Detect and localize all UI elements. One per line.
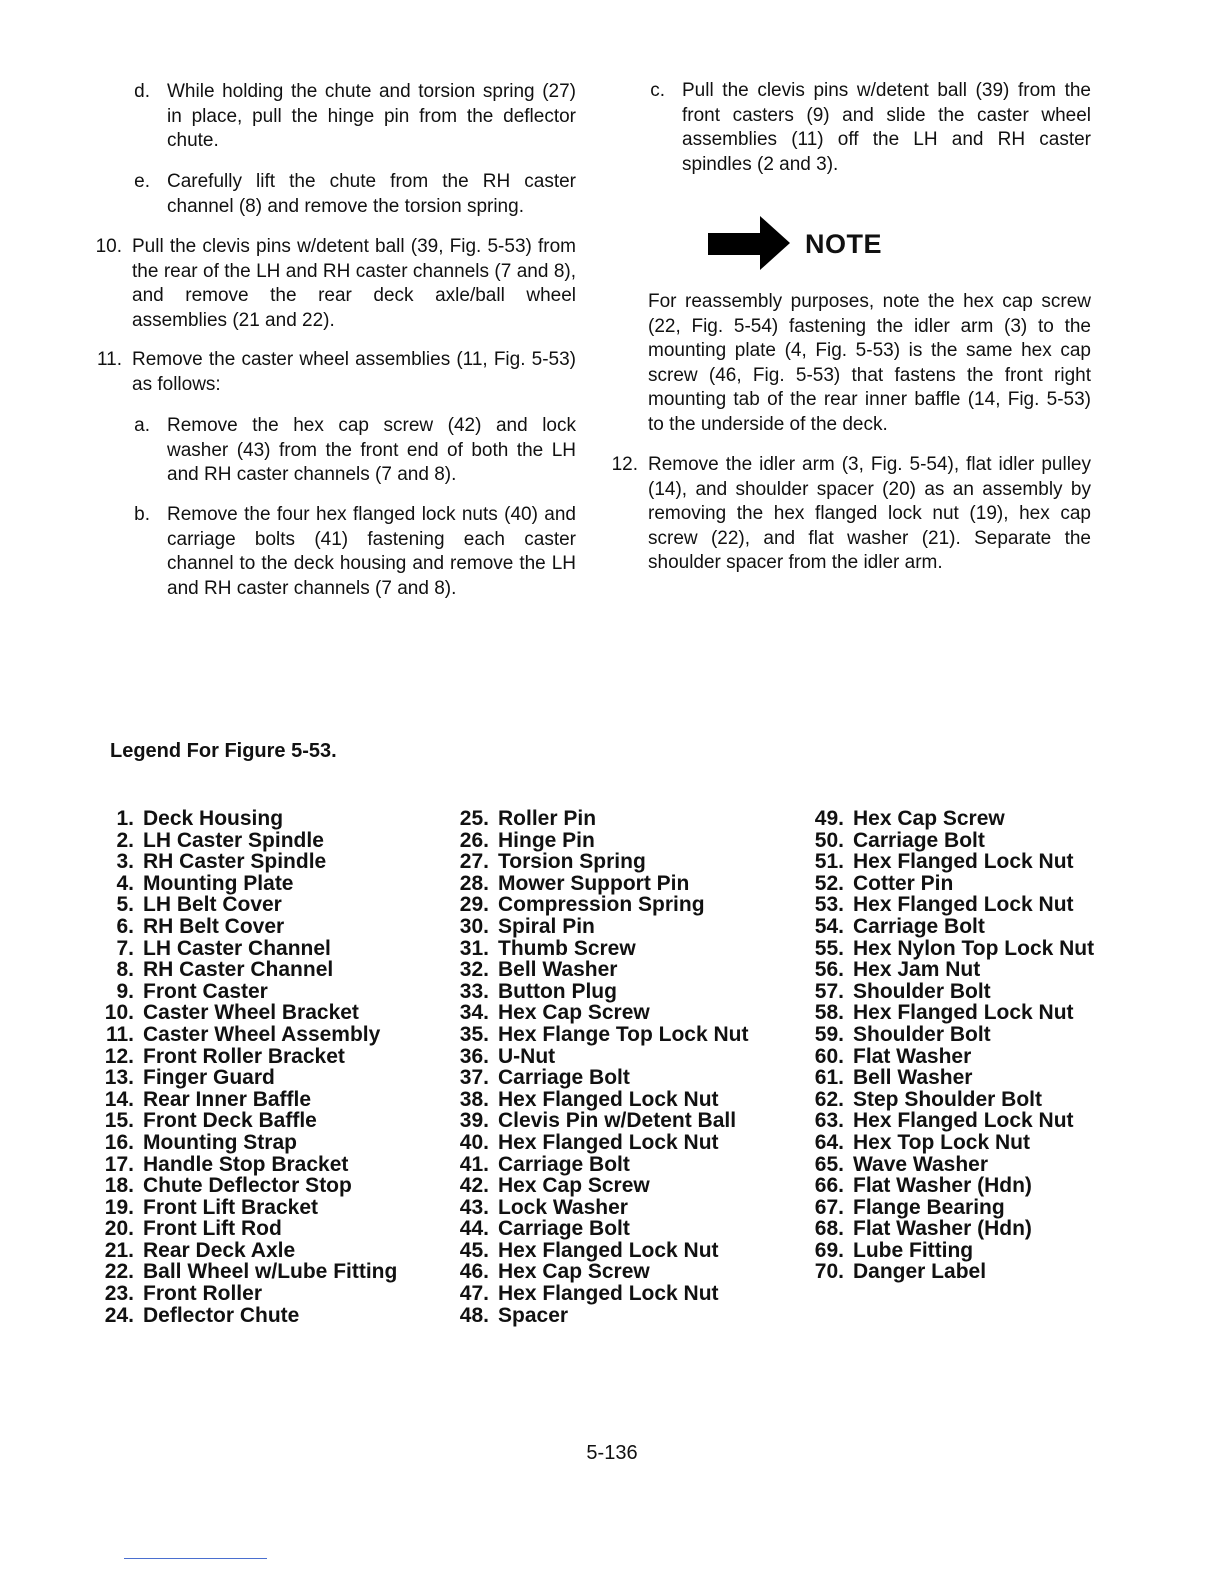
legend-item-label: Flat Washer [853, 1044, 972, 1068]
step-label: 11. [96, 349, 122, 370]
legend-item-label: Front Caster [143, 979, 268, 1003]
legend-item-number: 44. [459, 1217, 489, 1241]
legend-item-label: Shoulder Bolt [853, 979, 991, 1003]
legend-item-label: Hex Nylon Top Lock Nut [853, 936, 1095, 960]
legend-item [102, 1197, 442, 1219]
legend-item-label: Compression Spring [498, 893, 705, 917]
legend-item [102, 1110, 442, 1132]
legend-column-2 [457, 808, 797, 1326]
legend-item-number: 26. [459, 828, 489, 852]
legend-item [812, 916, 1152, 938]
legend-item-label: Lock Washer [498, 1195, 628, 1219]
legend-item-number: 25. [459, 807, 489, 830]
legend-item-label: Front Lift Rod [143, 1217, 282, 1241]
legend-item-number: 38. [459, 1087, 489, 1111]
legend-item-number: 58. [814, 1001, 844, 1025]
legend-item-number: 66. [814, 1174, 844, 1198]
legend-item-label: Hex Cap Screw [498, 1260, 650, 1284]
legend-item [457, 1261, 797, 1283]
legend-item-number: 5. [116, 893, 134, 917]
legend-item-number: 36. [459, 1044, 489, 1068]
legend-item-number: 30. [459, 914, 489, 938]
legend-column-3 [812, 808, 1152, 1283]
step-d [132, 80, 576, 154]
legend-item-number: 42. [459, 1174, 489, 1198]
legend-item-label: Hex Flanged Lock Nut [853, 1001, 1074, 1025]
legend-item-number: 53. [814, 893, 844, 917]
legend-item-label: Wave Washer [853, 1152, 988, 1176]
legend-item [102, 1089, 442, 1111]
legend-item-label: Hinge Pin [498, 828, 595, 852]
legend-item [102, 873, 442, 895]
legend-item [457, 1305, 797, 1327]
step-a [132, 414, 576, 488]
legend-item-label: Mounting Plate [143, 871, 294, 895]
legend-item-label: Carriage Bolt [853, 828, 985, 852]
legend-item-label: Chute Deflector Stop [143, 1174, 352, 1198]
legend-item-number: 70. [814, 1260, 844, 1284]
legend-item [102, 1240, 442, 1262]
legend-item-label: Finger Guard [143, 1066, 275, 1090]
legend-item [457, 894, 797, 916]
legend-item [102, 981, 442, 1003]
legend-item [457, 873, 797, 895]
legend-item-number: 52. [814, 871, 844, 895]
legend-item-label: Hex Cap Screw [853, 807, 1005, 830]
legend-item-label: Carriage Bolt [498, 1066, 630, 1090]
legend-item [457, 959, 797, 981]
legend-item-number: 41. [459, 1152, 489, 1176]
legend-item-label: Hex Flange Top Lock Nut [498, 1022, 749, 1046]
legend-item-number: 18. [104, 1174, 134, 1198]
legend-item-number: 39. [459, 1109, 489, 1133]
legend-item-number: 11. [105, 1022, 134, 1046]
legend-item [457, 808, 797, 830]
legend-column-1 [102, 808, 442, 1326]
note-text: For reassembly purposes, note the hex cap screw (22, Fig. 5-54) fastening the idler arm (3) to the mounting plate (4, Fig. 5-53) is the same hex cap screw (46, Fig. 5-53) that fastens the front right mounting tab of the rear inner baffle (14, Fig. 5-53) to the underside of the deck. [648, 291, 1091, 435]
legend-item-label: Hex Flanged Lock Nut [853, 850, 1074, 874]
legend-item-label: Hex Top Lock Nut [853, 1130, 1030, 1154]
legend-item-label: Carriage Bolt [498, 1152, 630, 1176]
legend-item-number: 68. [814, 1217, 844, 1241]
legend-item [457, 1240, 797, 1262]
legend-item-label: Caster Wheel Bracket [143, 1001, 359, 1025]
legend-item-number: 15. [104, 1109, 134, 1133]
legend-item-number: 51. [814, 850, 844, 874]
legend-item-number: 24. [104, 1303, 134, 1327]
legend-item-number: 29. [459, 893, 489, 917]
legend-item [457, 1197, 797, 1219]
legend-title: Legend For Figure 5-53. [110, 740, 337, 762]
legend-item-label: Mounting Strap [143, 1130, 297, 1154]
legend-item-number: 56. [814, 958, 844, 982]
step-c [647, 79, 1091, 177]
legend-item-number: 10. [104, 1001, 134, 1025]
step-text: Pull the clevis pins w/detent ball (39, Fig. 5-53) from the rear of the LH and RH caster channels (7 and 8), and remove the rear deck axle/ball wheel assemblies (21 and 22). [132, 236, 576, 331]
legend-item [457, 981, 797, 1003]
legend-item-label: Step Shoulder Bolt [853, 1087, 1042, 1111]
legend-item [812, 808, 1152, 830]
legend-item-number: 33. [459, 979, 489, 1003]
legend-item-number: 9. [116, 979, 134, 1003]
legend-item [457, 1046, 797, 1068]
step-12 [600, 453, 1091, 576]
legend-item [812, 1067, 1152, 1089]
legend-item [102, 1218, 442, 1240]
legend-item-number: 49. [814, 807, 844, 830]
step-text: Remove the idler arm (3, Fig. 5-54), flat idler pulley (14), and shoulder spacer (20) as an assembly by removing the hex flanged lock nut (19), hex cap screw (22), and flat washer (21). Separate the shoulder spacer from the idler arm. [648, 454, 1091, 573]
legend-item [812, 938, 1152, 960]
legend-item-number: 43. [459, 1195, 489, 1219]
legend-item-number: 19. [104, 1195, 134, 1219]
step-b [132, 503, 576, 601]
step-text: Remove the caster wheel assemblies (11, Fig. 5-53) as follows: [132, 349, 576, 395]
legend-item-number: 54. [814, 914, 844, 938]
legend-item-number: 61. [814, 1066, 844, 1090]
legend-item [102, 851, 442, 873]
footer-rule [124, 1558, 267, 1559]
legend-item [812, 894, 1152, 916]
legend-item [102, 1305, 442, 1327]
step-label: b. [134, 504, 150, 525]
legend-item-number: 67. [814, 1195, 844, 1219]
legend-item [102, 1175, 442, 1197]
legend-item [457, 1110, 797, 1132]
legend-item-label: Carriage Bolt [498, 1217, 630, 1241]
step-label: c. [650, 80, 665, 101]
legend-item-number: 27. [459, 850, 489, 874]
legend-item-number: 40. [459, 1130, 489, 1154]
legend-item [812, 1132, 1152, 1154]
step-text: Remove the hex cap screw (42) and lock washer (43) from the front end of both the LH and RH caster channels (7 and 8). [167, 415, 576, 485]
legend-item-number: 14. [104, 1087, 134, 1111]
legend-item-number: 4. [116, 871, 134, 895]
legend-item-label: Spiral Pin [498, 914, 595, 938]
legend-item-number: 69. [814, 1238, 844, 1262]
legend-item-label: Mower Support Pin [498, 871, 690, 895]
step-text: Remove the four hex flanged lock nuts (40) and carriage bolts (41) fastening each caster channel to the deck housing and remove the LH and RH caster channels (7 and 8). [167, 504, 576, 599]
legend-item-number: 22. [104, 1260, 134, 1284]
legend-item [457, 916, 797, 938]
legend-item-number: 12. [104, 1044, 134, 1068]
legend-item [812, 873, 1152, 895]
legend-item-label: Hex Cap Screw [498, 1174, 650, 1198]
legend-item [812, 981, 1152, 1003]
legend-item [812, 1002, 1152, 1024]
legend-item-label: Deck Housing [143, 807, 284, 830]
legend-item-number: 8. [116, 958, 134, 982]
legend-item-label: Hex Cap Screw [498, 1001, 650, 1025]
step-text: Pull the clevis pins w/detent ball (39) from the front casters (9) and slide the caster wheel assemblies (11) off the LH and RH caster spindles (2 and 3). [682, 80, 1091, 175]
legend-item-number: 57. [814, 979, 844, 1003]
legend-item-number: 20. [104, 1217, 134, 1241]
legend-item-label: LH Caster Channel [143, 936, 331, 960]
legend-item-label: Rear Deck Axle [143, 1238, 296, 1262]
legend-item-number: 32. [459, 958, 489, 982]
legend-item-number: 3. [116, 850, 134, 874]
legend-item [457, 938, 797, 960]
legend-item-label: Button Plug [498, 979, 617, 1003]
legend-item [102, 1067, 442, 1089]
legend-item-label: Hex Flanged Lock Nut [853, 893, 1074, 917]
legend-item-number: 50. [814, 828, 844, 852]
legend-item [102, 938, 442, 960]
legend-item-label: RH Caster Channel [143, 958, 334, 982]
legend-item-label: Bell Washer [853, 1066, 973, 1090]
legend-item [457, 830, 797, 852]
legend-item-label: LH Belt Cover [143, 893, 282, 917]
legend-item [102, 1283, 442, 1305]
legend-item-label: RH Belt Cover [143, 914, 285, 938]
legend-item-number: 62. [814, 1087, 844, 1111]
legend-item [812, 851, 1152, 873]
step-label: a. [134, 415, 150, 436]
legend-item [102, 916, 442, 938]
step-10 [84, 235, 576, 333]
legend-item-label: Flange Bearing [853, 1195, 1005, 1219]
legend-item [812, 1240, 1152, 1262]
legend-item-number: 13. [104, 1066, 134, 1090]
legend-item-label: Hex Flanged Lock Nut [498, 1130, 719, 1154]
legend-item-number: 31. [459, 936, 489, 960]
legend-item-number: 21. [104, 1238, 134, 1262]
legend-item [102, 1046, 442, 1068]
legend-item-label: Hex Flanged Lock Nut [498, 1282, 719, 1306]
step-e [132, 170, 576, 219]
step-text: While holding the chute and torsion spring (27) in place, pull the hinge pin from the deflector chute. [167, 81, 576, 151]
legend-item-label: Thumb Screw [498, 936, 636, 960]
legend-item-label: Caster Wheel Assembly [143, 1022, 381, 1046]
legend-item-number: 23. [104, 1282, 134, 1306]
step-label: 10. [95, 236, 122, 257]
step-11 [84, 348, 576, 397]
legend-item-number: 17. [104, 1152, 134, 1176]
step-label: e. [134, 171, 150, 192]
legend-item-label: Front Lift Bracket [143, 1195, 319, 1219]
legend-item [812, 1175, 1152, 1197]
legend-item-label: Rear Inner Baffle [143, 1087, 312, 1111]
note-title: NOTE [805, 229, 883, 259]
legend-item-number: 35. [459, 1022, 489, 1046]
legend-item [102, 1002, 442, 1024]
legend-item-label: Hex Flanged Lock Nut [498, 1087, 719, 1111]
arrow-right-icon [708, 216, 792, 272]
legend-item-label: Handle Stop Bracket [143, 1152, 349, 1176]
legend-item-label: Bell Washer [498, 958, 618, 982]
legend-item-label: Spacer [498, 1303, 569, 1327]
legend-item-number: 16. [104, 1130, 134, 1154]
legend-item-label: Hex Flanged Lock Nut [498, 1238, 719, 1262]
page-number: 5-136 [586, 1442, 638, 1464]
legend-item [457, 1024, 797, 1046]
legend-item-label: Danger Label [853, 1260, 987, 1284]
legend-item-number: 48. [459, 1303, 489, 1327]
legend-item-number: 64. [814, 1130, 844, 1154]
legend-item-label: Front Roller Bracket [143, 1044, 345, 1068]
legend-item [812, 1110, 1152, 1132]
legend-item-number: 47. [459, 1282, 489, 1306]
step-label: 12. [611, 454, 638, 475]
legend-item-number: 46. [459, 1260, 489, 1284]
legend-item [102, 1024, 442, 1046]
legend-item-label: Deflector Chute [143, 1303, 300, 1327]
legend-item [102, 1132, 442, 1154]
legend-item-number: 55. [814, 936, 844, 960]
legend-item-label: Cotter Pin [853, 871, 954, 895]
legend-item [457, 1218, 797, 1240]
legend-item [812, 1197, 1152, 1219]
legend-item-label: Front Deck Baffle [143, 1109, 317, 1133]
legend-item-number: 1. [116, 807, 134, 830]
legend-item-label: Hex Flanged Lock Nut [853, 1109, 1074, 1133]
legend-item [102, 1154, 442, 1176]
legend-item [102, 1261, 442, 1283]
legend-item [812, 1089, 1152, 1111]
legend-item-label: Carriage Bolt [853, 914, 985, 938]
legend-item-label: Flat Washer (Hdn) [853, 1217, 1032, 1241]
legend-item [457, 1132, 797, 1154]
legend-item-number: 65. [814, 1152, 844, 1176]
step-text: Carefully lift the chute from the RH caster channel (8) and remove the torsion spring. [167, 171, 576, 217]
legend-item-label: LH Caster Spindle [143, 828, 324, 852]
legend-item [457, 1283, 797, 1305]
legend-item-number: 34. [459, 1001, 489, 1025]
legend-item-number: 59. [814, 1022, 844, 1046]
legend-item-label: Shoulder Bolt [853, 1022, 991, 1046]
legend-item-label: Ball Wheel w/Lube Fitting [143, 1260, 398, 1284]
legend-item-label: Hex Jam Nut [853, 958, 981, 982]
legend-item-label: Roller Pin [498, 807, 597, 830]
legend-item-label: Clevis Pin w/Detent Ball [498, 1109, 737, 1133]
legend-item [457, 1154, 797, 1176]
legend-item-label: Lube Fitting [853, 1238, 974, 1262]
legend-item-label: Torsion Spring [498, 850, 646, 874]
legend-item-number: 63. [814, 1109, 844, 1133]
legend-item [102, 808, 442, 830]
legend-item [457, 851, 797, 873]
legend-item-number: 28. [459, 871, 489, 895]
legend-item [812, 1046, 1152, 1068]
step-label: d. [134, 81, 150, 102]
legend-item [457, 1175, 797, 1197]
legend-item [102, 894, 442, 916]
legend-item [102, 830, 442, 852]
legend-item [812, 959, 1152, 981]
legend-item [812, 1024, 1152, 1046]
note-callout [708, 216, 908, 272]
legend-item-label: RH Caster Spindle [143, 850, 327, 874]
legend-item [457, 1067, 797, 1089]
legend-item [812, 1261, 1152, 1283]
legend-item [102, 959, 442, 981]
legend-item [812, 1218, 1152, 1240]
legend-item-number: 45. [459, 1238, 489, 1262]
legend-item [812, 1154, 1152, 1176]
legend-item-number: 7. [116, 936, 134, 960]
legend-item-number: 2. [116, 828, 134, 852]
legend-item-label: Flat Washer (Hdn) [853, 1174, 1032, 1198]
legend-item-number: 37. [459, 1066, 489, 1090]
legend-item-label: U-Nut [498, 1044, 556, 1068]
legend-item [457, 1089, 797, 1111]
legend-item [457, 1002, 797, 1024]
legend-item-number: 60. [814, 1044, 844, 1068]
legend-item-number: 6. [116, 914, 134, 938]
legend-item-label: Front Roller [143, 1282, 262, 1306]
legend-item [812, 830, 1152, 852]
